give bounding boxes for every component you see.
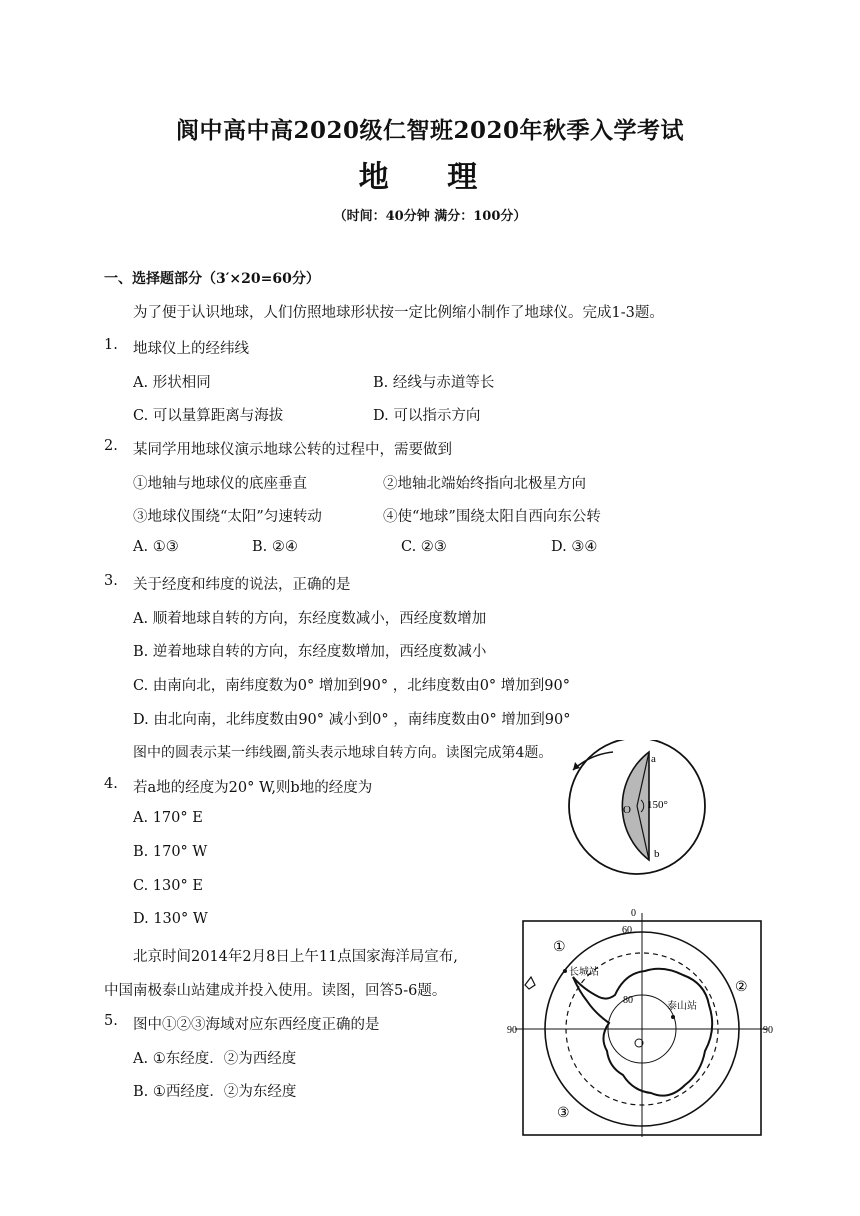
great-wall-station-marker — [563, 969, 567, 973]
lon-90-right-label: 90 — [763, 1025, 773, 1036]
intro-paragraph-3-line-1: 北京时间2014年2月8日上午11点国家海洋局宣布, — [133, 949, 458, 965]
question-3-number: 3. — [104, 573, 118, 589]
q2-statement-1: ①地轴与地球仪的底座垂直 — [133, 476, 307, 492]
latitude-circle-figure — [555, 740, 715, 875]
q3-option-a: A. 顺着地球自转的方向，东经度数减小，西经度数增加 — [133, 611, 487, 627]
q1-option-d: D. 可以指示方向 — [373, 408, 481, 424]
q3-option-d: D. 由北向南，北纬度数由90° 减小到0° ，南纬度数由0° 增加到90° — [133, 712, 571, 728]
region-1-label: ① — [553, 940, 566, 955]
taishan-station-marker — [671, 1015, 675, 1019]
q2-option-a: A. ①③ — [133, 539, 179, 555]
q5-option-b: B. ①西经度．②为东经度 — [133, 1084, 297, 1100]
q1-option-b: B. 经线与赤道等长 — [373, 375, 495, 391]
q4-option-a: A. 170° E — [133, 810, 203, 826]
q3-option-b: B. 逆着地球自转的方向，东经度数增加，西经度数减小 — [133, 644, 487, 660]
island-outline — [525, 977, 535, 989]
question-5-stem: 图中①②③海域对应东西经度正确的是 — [133, 1017, 380, 1033]
q2-statement-2: ②地轴北端始终指向北极星方向 — [383, 476, 586, 492]
center-o-label: O — [623, 804, 631, 816]
antarctica-continent — [573, 969, 712, 1096]
q2-option-d: D. ③④ — [551, 539, 598, 555]
question-4-number: 4. — [104, 776, 118, 792]
question-1-number: 1. — [104, 337, 118, 353]
intro-paragraph-2: 图中的圆表示某一纬线圈,箭头表示地球自转方向。读图完成第4题。 — [133, 745, 553, 761]
section-heading: 一、选择题部分（3′×20=60分） — [104, 271, 320, 287]
question-2-number: 2. — [104, 438, 118, 454]
question-5-number: 5. — [104, 1013, 118, 1029]
lat-60-label: 60 — [622, 925, 632, 936]
q2-option-b: B. ②④ — [252, 539, 298, 555]
q4-option-c: C. 130° E — [133, 878, 203, 894]
angle-label: 150° — [647, 799, 668, 811]
q4-option-d: D. 130° W — [133, 911, 208, 927]
lat-80-label: 80 — [623, 995, 633, 1006]
point-a-label: a — [651, 753, 656, 765]
q1-option-a: A. 形状相同 — [133, 375, 211, 391]
region-2-label: ② — [735, 980, 748, 995]
intro-paragraph-1: 为了便于认识地球，人们仿照地球形状按一定比例缩小制作了地球仪。完成1-3题。 — [133, 305, 664, 321]
question-1-stem: 地球仪上的经纬线 — [133, 341, 249, 357]
subject-title: 地 理 — [358, 160, 502, 195]
antarctica-map-figure — [495, 905, 785, 1145]
q5-option-a: A. ①东经度．②为西经度 — [133, 1051, 297, 1067]
q1-option-c: C. 可以量算距离与海拔 — [133, 408, 284, 424]
q2-statement-3: ③地球仪围绕“太阳”匀速转动 — [133, 509, 322, 525]
great-wall-station-label: 长城站 — [569, 967, 599, 978]
lon-0-label: 0 — [631, 908, 636, 919]
lon-90-left-label: 90 — [507, 1025, 517, 1036]
taishan-station-label: 泰山站 — [667, 1001, 697, 1012]
question-3-stem: 关于经度和纬度的说法，正确的是 — [133, 577, 351, 593]
point-b-label: b — [654, 848, 660, 860]
region-3-label: ③ — [557, 1106, 570, 1121]
exam-title: 阆中高中高2020级仁智班2020年秋季入学考试 — [175, 117, 685, 144]
question-4-stem: 若a地的经度为20° W,则b地的经度为 — [133, 780, 373, 796]
exam-info: （时间：40分钟 满分：100分） — [333, 209, 527, 224]
q2-option-c: C. ②③ — [401, 539, 447, 555]
q3-option-c: C. 由南向北，南纬度数为0° 增加到90° ，北纬度数由0° 增加到90° — [133, 678, 570, 694]
question-2-stem: 某同学用地球仪演示地球公转的过程中，需要做到 — [133, 442, 452, 458]
q2-statement-4: ④使“地球”围绕太阳自西向东公转 — [383, 509, 601, 525]
q4-option-b: B. 170° W — [133, 844, 208, 860]
intro-paragraph-3-line-2: 中国南极泰山站建成并投入使用。读图，回答5-6题。 — [104, 983, 447, 999]
